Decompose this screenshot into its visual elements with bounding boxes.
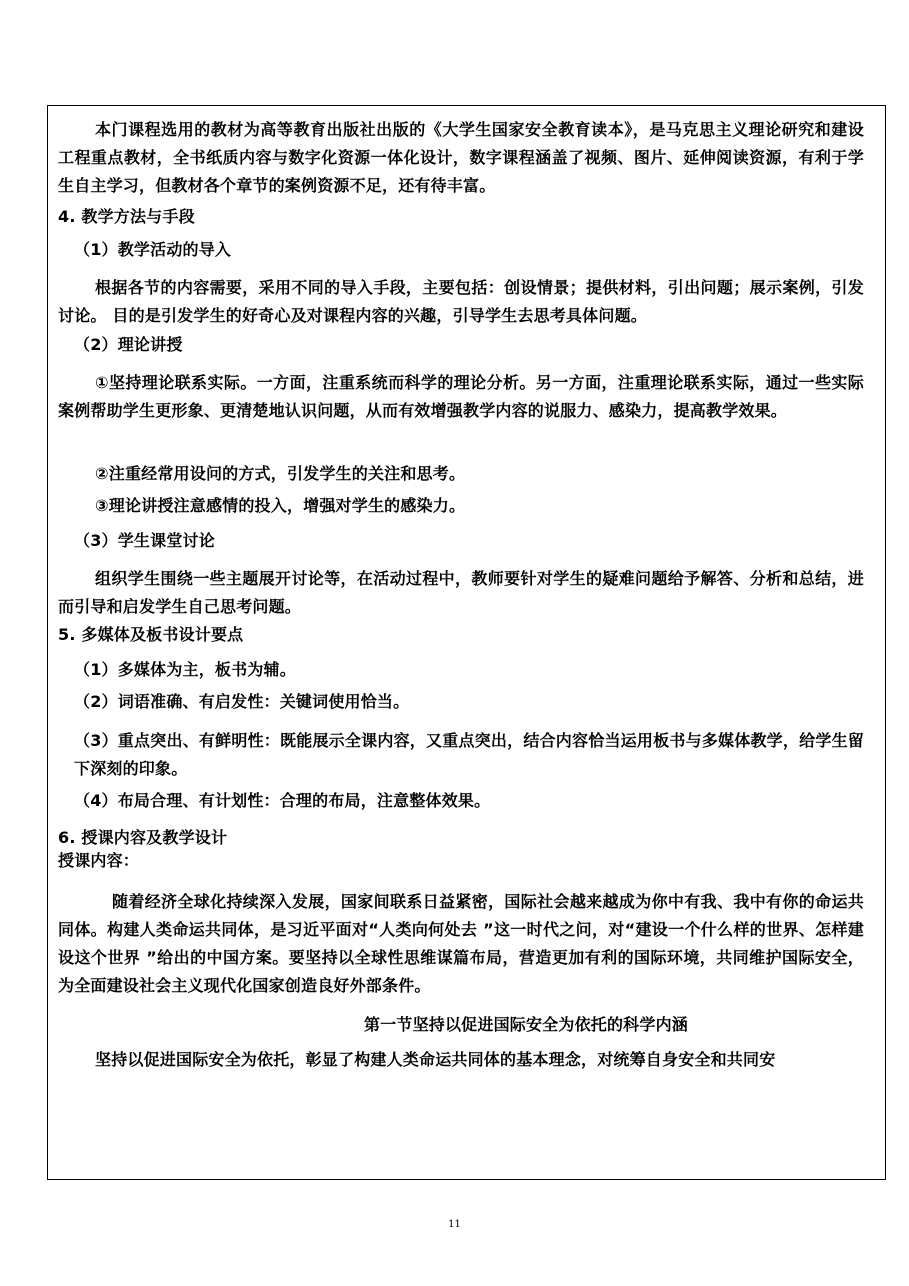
heading-5: 5. 多媒体及板书设计要点 [58,625,244,644]
item-5-3: （3）重点突出、有鲜明性：既能展示全课内容，又重点突出，结合内容恰当运用板书与多媒体教学，给学生留下深刻的印象。 [74,731,864,778]
item-5-1: （1）多媒体为主，板书为辅。 [74,660,296,679]
paragraph-content: 随着经济全球化持续深入发展，国家间联系日益紧密，国际社会越来越成为你中有我、我中有你的命运共同体。构建人类命运共同体，是习近平面对“人类向何处去 ”这一时代之问，对“建设一个什么样的世界、怎样建设这个世界 ”给出的中国方案。要坚持以全球性思维谋篇布局，营造更加有利的国际环境，共同维护国际安全，为全面建设社会主义现代化国家创造良好外部条件。 [58,892,864,995]
subheading-2: （2）理论讲授 [74,335,183,354]
heading-6: 6. 授课内容及教学设计 [58,828,228,847]
paragraph-theory-3: ③理论讲授注意感情的投入，增强对学生的感染力。 [95,496,466,515]
subheading-1: （1）教学活动的导入 [74,240,232,259]
paragraph-section-start: 坚持以促进国际安全为依托，彰显了构建人类命运共同体的基本理念，对统筹自身安全和共同安 [95,1050,776,1069]
paragraph-theory-2: ②注重经常用设问的方式，引发学生的关注和思考。 [95,464,466,483]
item-5-2: （2）词语准确、有启发性：关键词使用恰当。 [74,692,410,711]
paragraph-intro: 根据各节的内容需要，采用不同的导入手段，主要包括：创设情景；提供材料，引出问题；展示案例，引发讨论。 目的是引发学生的好奇心及对课程内容的兴趣，引导学生去思考具体问题。 [58,278,864,325]
section-title: 第一节坚持以促进国际安全为依托的科学内涵 [363,1015,688,1034]
subheading-3: （3）学生课堂讨论 [74,531,215,550]
paragraph-theory-1: ①坚持理论联系实际。一方面，注重系统而科学的理论分析。另一方面，注重理论联系实际，通过一些实际案例帮助学生更形象、更清楚地认识问题，从而有效增强教学内容的说服力、感染力，提高教学效果。 [58,373,864,420]
page-number: 11 [448,1219,461,1230]
paragraph-textbook: 本门课程选用的教材为高等教育出版社出版的《大学生国家安全教育读本》，是马克思主义理论研究和建设工程重点教材，全书纸质内容与数字化资源一体化设计，数字课程涵盖了视频、图片、延伸阅读资源，有利于学生自主学习，但教材各个章节的案例资源不足，还有待丰富。 [58,120,864,195]
item-5-4: （4）布局合理、有计划性：合理的布局，注意整体效果。 [74,791,491,810]
paragraph-discussion: 组织学生围绕一些主题展开讨论等，在活动过程中，教师要针对学生的疑难问题给予解答、分析和总结，进而引导和启发学生自己思考问题。 [58,569,864,616]
heading-4: 4. 教学方法与手段 [58,207,195,226]
label-content: 授课内容： [58,851,140,870]
